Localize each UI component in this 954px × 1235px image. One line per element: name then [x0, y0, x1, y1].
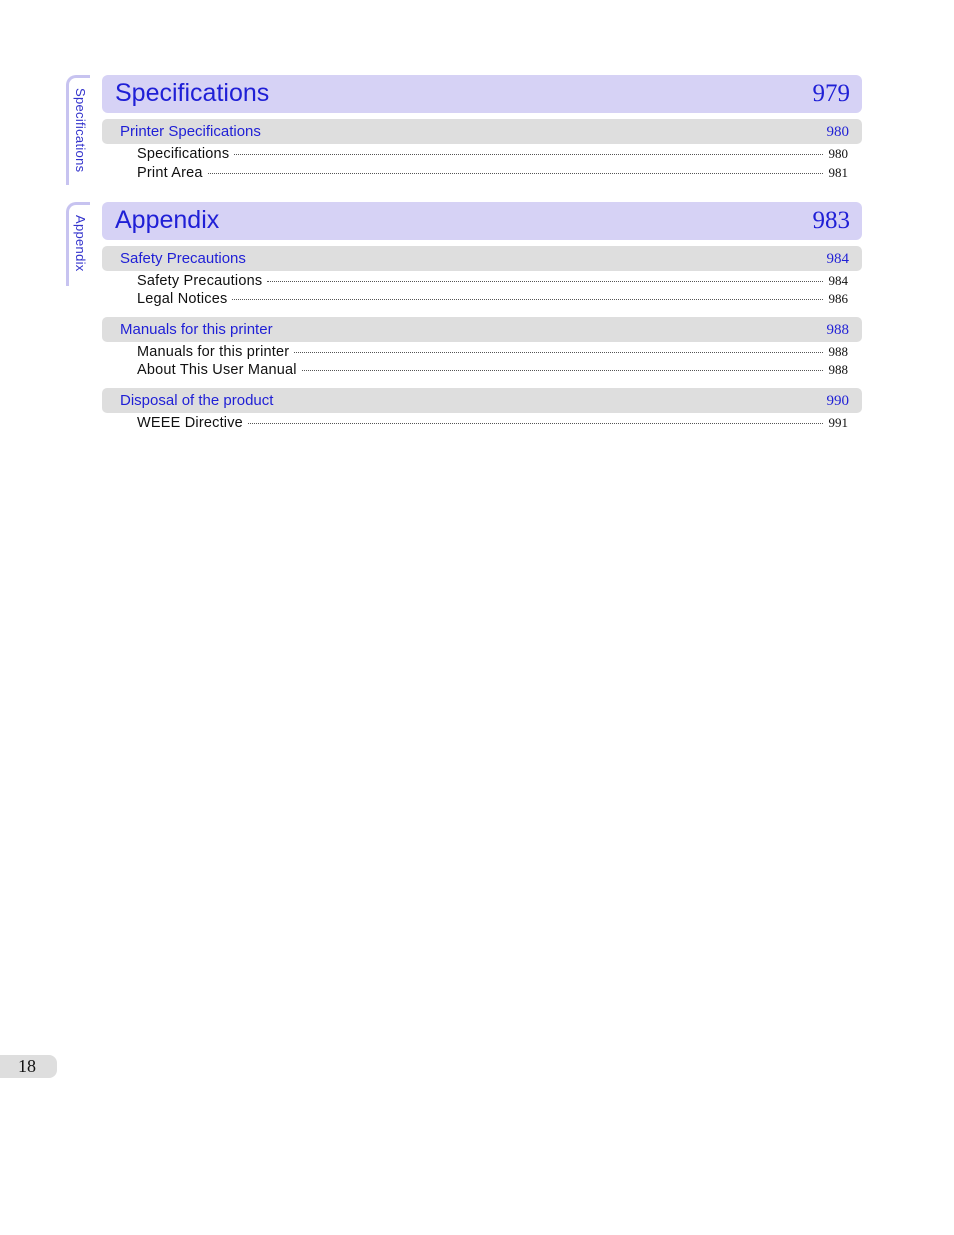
toc-entry[interactable]	[137, 165, 848, 183]
dot-leader	[208, 173, 823, 174]
section-page-number: 984	[826, 251, 849, 267]
page-number: 18	[18, 1056, 36, 1076]
side-tab-appendix[interactable]	[66, 202, 90, 286]
dot-leader	[267, 281, 822, 282]
section-title: Manuals for this printer	[120, 321, 273, 338]
section-page-number: 990	[826, 393, 849, 409]
toc-entry-title: Manuals for this printer	[137, 344, 290, 360]
toc-entry[interactable]	[137, 291, 848, 309]
side-tab-label: Specifications	[73, 88, 88, 173]
toc-entry[interactable]	[137, 362, 848, 380]
section-page-number: 988	[826, 322, 849, 338]
section-title: Printer Specifications	[120, 123, 261, 140]
section-header-manuals-for-this-printer[interactable]	[102, 317, 862, 342]
toc-entry-title: About This User Manual	[137, 362, 297, 378]
toc-entry-title: Safety Precautions	[137, 273, 263, 289]
dot-leader	[294, 352, 822, 353]
dot-leader	[232, 299, 822, 300]
toc-entry-page: 984	[828, 273, 848, 288]
toc-entry-page: 980	[828, 146, 848, 161]
chapter-page-number: 983	[812, 207, 850, 234]
toc-entry-page: 981	[828, 165, 848, 180]
dot-leader	[234, 154, 822, 155]
toc-entry-page: 991	[828, 415, 848, 430]
toc-entry-title: WEEE Directive	[137, 415, 243, 431]
section-header-safety-precautions[interactable]	[102, 246, 862, 271]
chapter-title: Appendix	[115, 206, 220, 234]
toc-entry[interactable]	[137, 146, 848, 164]
dot-leader	[302, 370, 823, 371]
section-page-number: 980	[826, 124, 849, 140]
section-header-disposal-of-the-product[interactable]	[102, 388, 862, 413]
section-title: Disposal of the product	[120, 392, 274, 409]
side-tab-specifications[interactable]	[66, 75, 90, 185]
toc-entry-page: 988	[828, 362, 848, 377]
dot-leader	[248, 423, 823, 424]
page-number-tab	[0, 1055, 57, 1078]
toc-entry-title: Specifications	[137, 146, 230, 162]
toc-entry-title: Legal Notices	[137, 291, 228, 307]
section-header-printer-specifications[interactable]	[102, 119, 862, 144]
side-tab-label: Appendix	[73, 215, 88, 272]
toc-entry[interactable]	[137, 415, 848, 433]
toc-entry-page: 986	[828, 291, 848, 306]
chapter-header-appendix[interactable]	[102, 202, 862, 240]
toc-entry[interactable]	[137, 344, 848, 362]
toc-entry[interactable]	[137, 273, 848, 291]
section-title: Safety Precautions	[120, 250, 246, 267]
toc-entry-page: 988	[828, 344, 848, 359]
chapter-header-specifications[interactable]	[102, 75, 862, 113]
toc-entry-title: Print Area	[137, 165, 203, 181]
chapter-page-number: 979	[812, 80, 850, 107]
chapter-title: Specifications	[115, 79, 270, 107]
